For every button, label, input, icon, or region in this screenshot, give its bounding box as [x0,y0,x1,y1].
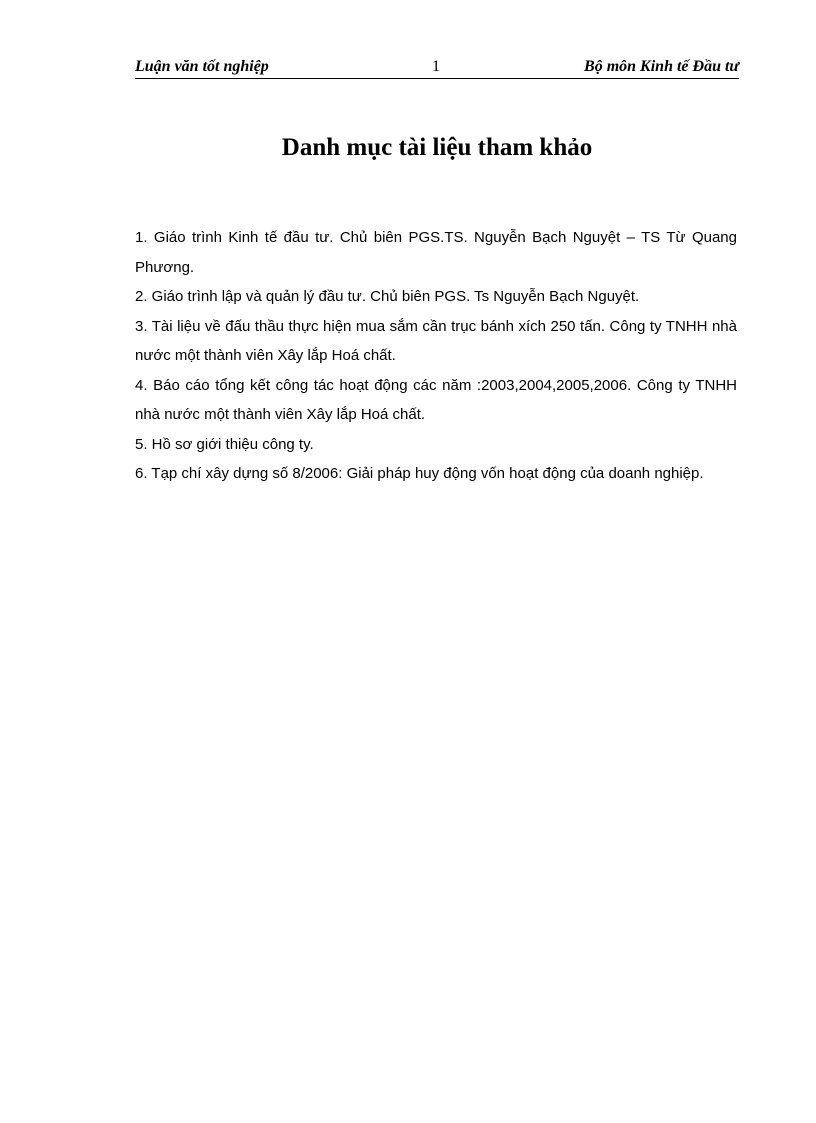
page-number: 1 [432,58,440,75]
reference-item: 3. Tài liệu về đấu thầu thực hiện mua sắm cần trục bánh xích 250 tấn. Công ty TNHH nhà nước một thành viên Xây lắp Hoá chất. [135,317,737,364]
reference-item: 5. Hồ sơ giới thiệu công ty. [135,435,314,453]
reference-item: 1. Giáo trình Kinh tế đầu tư. Chủ biên PGS.TS. Nguyễn Bạch Nguyệt – TS Từ Quang Phương. [135,229,737,276]
header-department-label: Bộ môn Kinh tế Đầu tư [584,58,739,75]
header-thesis-label: Luận văn tốt nghiệp [135,58,269,75]
page-title: Danh mục tài liệu tham khảo [281,134,593,161]
reference-item: 4. Báo cáo tổng kết công tác hoạt động các năm :2003,2004,2005,2006. Công ty TNHH nhà nước một thành viên Xây lắp Hoá chất. [135,376,737,423]
reference-item: 6. Tạp chí xây dựng số 8/2006: Giải pháp huy động vốn hoạt động của doanh nghiệp. [135,465,704,482]
reference-list [135,223,737,489]
reference-item: 2. Giáo trình lập và quản lý đầu tư. Chủ biên PGS. Ts Nguyễn Bạch Nguyệt. [135,288,640,305]
page-header [135,58,739,79]
